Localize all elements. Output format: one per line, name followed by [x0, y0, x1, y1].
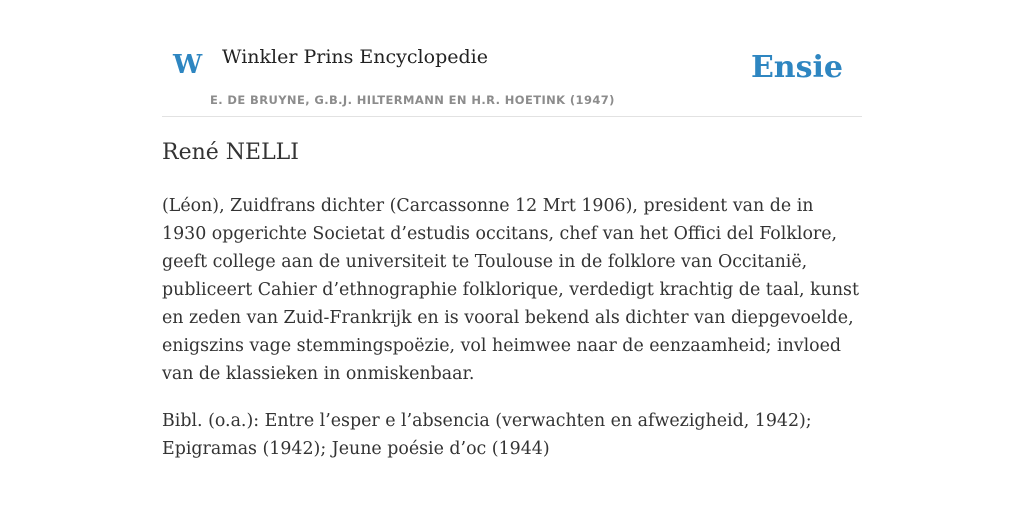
- encyclopedia-title-link[interactable]: Winkler Prins Encyclopedie: [222, 46, 488, 68]
- encyclopedia-authors: E. DE BRUYNE, G.B.J. HILTERMANN EN H.R. HOETINK (1947): [210, 93, 615, 107]
- ensie-logo-link[interactable]: Ensie: [750, 50, 843, 85]
- article-title: René NELLI: [162, 140, 299, 165]
- article-paragraph: (Léon), Zuidfrans dichter (Carcassonne 12 Mrt 1906), president van de in 1930 opgerichte Societat d’estudis occitans, chef van het Offici del Folklore, geeft college aan de universiteit te Toulouse in de folklore van Occitanië, publiceert Cahier d’ethnographie folklorique, verdedigt krachtig de taal, kunst en zeden van Zuid-Frankrijk en is vooral bekend als dichter van diepgevoelde, enigszins vage stemmingspoëzie, vol heimwee naar de eenzaamheid; invloed van de klassieken in onmiskenbaar.: [162, 196, 859, 384]
- winkler-prins-logo-icon[interactable]: W: [173, 50, 203, 80]
- page-container: [162, 0, 862, 459]
- encyclopedia-header: [162, 0, 862, 117]
- article-bibliography: Bibl. (o.a.): Entre l’esper e l’absencia (verwachten en afwezigheid, 1942); Epigramas (1942); Jeune poésie d’oc (1944): [162, 411, 812, 459]
